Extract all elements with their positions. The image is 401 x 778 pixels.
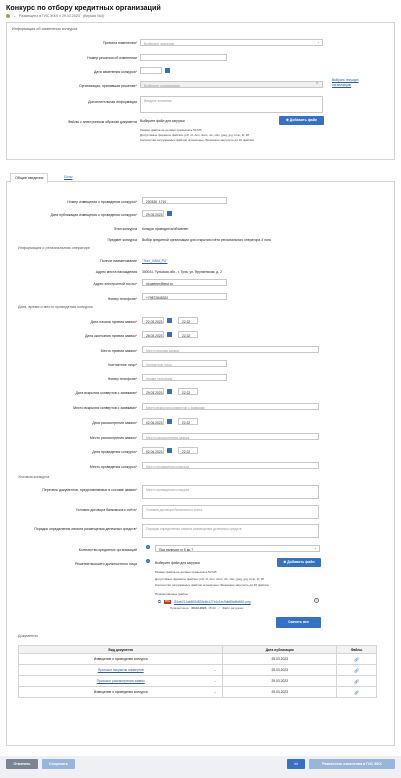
- copy-icon[interactable]: ⧉: [158, 599, 161, 604]
- decision-number-label: Номер решения об изменении: [87, 56, 137, 60]
- docs-list-textarea[interactable]: Место проведения конкурса: [142, 485, 319, 499]
- decision-hint-size: Размер файла не должен превышать 50 Мб: [155, 570, 217, 574]
- calendar-icon[interactable]: [166, 331, 172, 337]
- check-icon: ✓: [217, 606, 221, 610]
- notice-number-label: Номер извещения о проведении конкурса*: [67, 200, 137, 204]
- review-place-input[interactable]: Место рассмотрения заявок: [142, 433, 319, 440]
- table-row: [19, 676, 377, 687]
- address-value: 300041, Тульская обл., г. Тула, ул. Фрунзенская, д. 2: [142, 270, 222, 274]
- doc-type-cell: [19, 665, 223, 676]
- email-input[interactable]: ot.partner@test.ru: [142, 279, 227, 286]
- apps-start-time-input[interactable]: 22:22: [178, 317, 198, 324]
- col-header-files: Файлы: [337, 646, 377, 654]
- paperclip-icon[interactable]: 🔗︎: [353, 656, 360, 662]
- limit-textarea[interactable]: Порядок определения лимита размещения денежных средств: [142, 524, 319, 538]
- doc-date-cell: 29.03.2023: [223, 654, 337, 665]
- bank-terms-label: Условия договора банковского счёта*: [75, 508, 137, 512]
- doc-date-cell: 29.03.2023: [223, 676, 337, 687]
- publish-date-input[interactable]: 29.03.2023: [142, 210, 164, 217]
- attached-files-title: Прикреплённые файлы: [155, 592, 188, 596]
- change-date-label: Дата изменения конкурса*: [93, 70, 137, 74]
- calendar-icon[interactable]: [166, 447, 172, 453]
- calendar-icon[interactable]: [166, 317, 172, 323]
- info-icon[interactable]: i: [147, 545, 149, 549]
- doc-files-cell: [337, 676, 377, 687]
- apps-end-label: Дата окончания приема заявок*: [85, 334, 137, 338]
- list-icon: ≡: [316, 81, 319, 85]
- chevron-down-icon: ⌄: [314, 546, 317, 550]
- documents-table: [18, 645, 377, 698]
- chevron-down-icon: ⌄: [317, 40, 320, 44]
- page-title: Конкурс по отбору кредитных организаций: [6, 3, 161, 12]
- status-icon: [6, 14, 10, 18]
- decision-select-text[interactable]: Выберите файл для загрузки: [155, 561, 200, 565]
- review-place-label: Место рассмотрения заявок*: [89, 436, 137, 440]
- col-header-doc-type: Вид документа: [19, 646, 223, 654]
- credit-count-select[interactable]: При наличии от 5 до 7: [155, 545, 320, 552]
- subject-value: Выбор кредитной организации для открытия счёта регионального оператора 3 лота: [142, 238, 271, 242]
- doc-files-cell: [337, 654, 377, 665]
- info-icon[interactable]: i: [147, 559, 149, 563]
- schedule-section-title: Дата, время и место проведения конкурса: [18, 305, 93, 309]
- col-header-publish-date: Дата публикации: [223, 646, 337, 654]
- file-upload-info: Прикреплено: 29.03.2023 15:00 ✓ Файл загружен: [170, 606, 244, 610]
- calendar-icon[interactable]: [166, 210, 172, 216]
- png-file-icon: PNG: [164, 600, 171, 603]
- apps-place-input[interactable]: Место приема заявок: [142, 346, 319, 353]
- paperclip-icon[interactable]: 🔗︎: [353, 667, 360, 673]
- decision-label: Решение высшего должностного лица: [74, 562, 137, 566]
- doc-link[interactable]: Протокол рассмотрения заявок: [96, 679, 145, 683]
- attached-file-row: [158, 599, 251, 604]
- chevron-down-icon[interactable]: ⌄: [213, 690, 217, 694]
- conditions-section-title: Условия конкурса: [18, 475, 50, 479]
- stage-value: Конкурс проводится/объявлен: [142, 227, 189, 231]
- calendar-icon[interactable]: [166, 418, 172, 424]
- fullname-value[interactable]: "Тест_ХЖМ_РО": [142, 259, 168, 263]
- plus-icon: ⊕: [283, 560, 288, 564]
- open-place-input[interactable]: Место вскрытия конвертов с заявками: [142, 403, 319, 410]
- contact-phone-input[interactable]: Номер телефона: [142, 374, 227, 381]
- hold-place-input[interactable]: Место проведения конкурса: [142, 462, 319, 469]
- files-label: Файлы с электронным образом документа: [67, 120, 137, 124]
- calendar-icon[interactable]: [164, 67, 170, 73]
- doc-files-cell: [337, 665, 377, 676]
- add-decision-file-button[interactable]: ⊕ Добавить файл: [277, 558, 321, 567]
- next-button[interactable]: >>: [287, 759, 305, 769]
- decision-number-input[interactable]: [140, 54, 227, 61]
- download-all-button[interactable]: Скачать все: [276, 617, 321, 628]
- table-row: [19, 687, 377, 698]
- documents-section-title: Документы: [18, 634, 38, 638]
- doc-link[interactable]: Протокол вскрытия конвертов: [97, 668, 144, 672]
- contact-phone-label: Номер телефона*: [107, 377, 137, 381]
- bank-terms-textarea[interactable]: Условия договора банковского счёта: [142, 505, 319, 519]
- chevron-down-icon[interactable]: ⌄: [213, 679, 217, 683]
- extra-info-label: Дополнительная информация: [88, 100, 137, 104]
- decision-hint-count: Количество загружаемых файлов ограничено. Возможно загрузить до 10 файлов: [155, 583, 269, 587]
- paperclip-icon[interactable]: 🔗︎: [353, 678, 360, 684]
- tab-general[interactable]: Общие сведения: [10, 173, 48, 183]
- open-place-label: Место вскрытия конвертов с заявками*: [73, 406, 137, 410]
- publish-button[interactable]: Разместить изменения в ГИС ЖКХ: [309, 759, 395, 769]
- hold-date-input[interactable]: 02.04.2023: [142, 447, 164, 454]
- apps-start-label: Дата начала приема заявок*: [90, 320, 137, 324]
- version-text: (Версия №4): [82, 14, 105, 18]
- phone-input[interactable]: +79872848320: [142, 293, 227, 300]
- address-label: Адрес места нахождения: [95, 270, 137, 274]
- apps-start-date-input[interactable]: 22.03.2023: [142, 317, 164, 324]
- table-row: [19, 654, 377, 665]
- contact-label: Контактное лицо*: [108, 363, 137, 367]
- hold-time-input[interactable]: 22:22: [178, 447, 198, 454]
- limit-label: Порядок определения лимита размещения денежных средств*: [34, 527, 137, 531]
- hold-date-label: Дата проведения конкурса*: [92, 450, 137, 454]
- status-line: [6, 14, 104, 18]
- contact-input[interactable]: Контактное лицо: [142, 360, 227, 367]
- files-hint-count: Количество загружаемых файлов ограничено. Возможно загрузить до 10 файлов: [140, 138, 254, 142]
- regop-section-title: Информация о региональном операторе: [18, 246, 91, 250]
- doc-type-cell: Извещение о проведении конкурса ⌄: [19, 687, 223, 698]
- fullname-label: Полное наименование: [100, 259, 137, 263]
- decision-hint-formats: Допустимые форматы файлов: pdf, rtf, doc, docx, xls, xlsx, jpeg, jpg, bmp, tif, tiff: [155, 577, 264, 581]
- publish-date-label: Дата публикации извещения о проведении конкурса*: [50, 213, 137, 217]
- plus-icon: ⊕: [285, 118, 290, 122]
- chevron-down-icon[interactable]: ⌄: [213, 668, 217, 672]
- notice-number-input[interactable]: 200326_1710: [142, 197, 227, 204]
- doc-type-cell: [19, 676, 223, 687]
- change-date-input[interactable]: [140, 67, 162, 74]
- tab-lots[interactable]: Лоты: [64, 175, 73, 179]
- credit-count-label: Количество кредитных организаций: [78, 548, 137, 552]
- select-current-org-link[interactable]: Выбрать текущую организацию: [332, 78, 359, 87]
- reason-select[interactable]: Выберите значение: [140, 39, 323, 46]
- table-row: [19, 665, 377, 676]
- email-label: Адрес электронной почты*: [93, 282, 137, 286]
- apps-place-label: Место приема заявок*: [100, 349, 137, 353]
- open-date-label: Дата вскрытия конвертов с заявками*: [75, 391, 137, 395]
- open-time-input[interactable]: 22:22: [178, 388, 198, 395]
- cancel-button[interactable]: Отменить: [6, 759, 38, 769]
- subject-label: Предмет конкурса: [107, 238, 137, 242]
- review-date-label: Дата рассмотрения заявок*: [92, 421, 137, 425]
- files-select-text[interactable]: Выберите файл для загрузки: [140, 119, 185, 123]
- doc-files-cell: [337, 687, 377, 698]
- doc-type-cell: Извещение о проведении конкурса: [19, 654, 223, 665]
- extra-info-textarea[interactable]: Введите значение: [140, 96, 323, 113]
- changes-section-title: Информация об изменении конкурса: [12, 27, 78, 31]
- status-text: Размещено в ГИС ЖКХ с 29.03.2023: [19, 14, 80, 18]
- reason-label: Причина изменения*: [103, 41, 137, 45]
- table-header-row: [19, 646, 377, 654]
- files-hint-formats: Допустимые форматы файлов: pdf, rtf, doc, docx, xls, xlsx, jpeg, jpg, bmp, tif, tiff: [140, 133, 249, 137]
- files-hint-size: Размер файла не должен превышать 50 Мб: [140, 128, 202, 132]
- add-file-button[interactable]: ⊕ Добавить файл: [279, 116, 324, 125]
- org-select[interactable]: Выберите организацию: [140, 81, 323, 88]
- doc-date-cell: 29.03.2023: [223, 665, 337, 676]
- paperclip-icon[interactable]: 🔗︎: [353, 689, 360, 695]
- open-date-input[interactable]: 29.03.2023: [142, 388, 164, 395]
- review-time-input[interactable]: 22:22: [178, 418, 198, 425]
- phone-label: Номер телефона*: [107, 297, 137, 301]
- chevron-down-icon[interactable]: ⌄: [13, 14, 17, 18]
- doc-date-cell: 29.03.2023: [223, 687, 337, 698]
- save-button[interactable]: Сохранить: [42, 759, 75, 769]
- docs-list-label: Перечень документов, представляемых в составе заявки*: [42, 488, 137, 492]
- file-delete-icon[interactable]: ×: [315, 598, 318, 602]
- hold-place-label: Место проведения конкурса*: [89, 465, 137, 469]
- apps-end-date-input[interactable]: 28.03.2023: [142, 331, 164, 338]
- calendar-icon[interactable]: [166, 388, 172, 394]
- review-date-input[interactable]: 02.04.2023: [142, 418, 164, 425]
- org-label: Организация, принявшая решение*: [78, 84, 137, 88]
- stage-label: Этап конкурса: [113, 227, 137, 231]
- file-link[interactable]: f51eb211ab6084829e6b127e1c1ec9de88a5fd851.png: [174, 599, 251, 604]
- apps-end-time-input[interactable]: 22:22: [178, 331, 198, 338]
